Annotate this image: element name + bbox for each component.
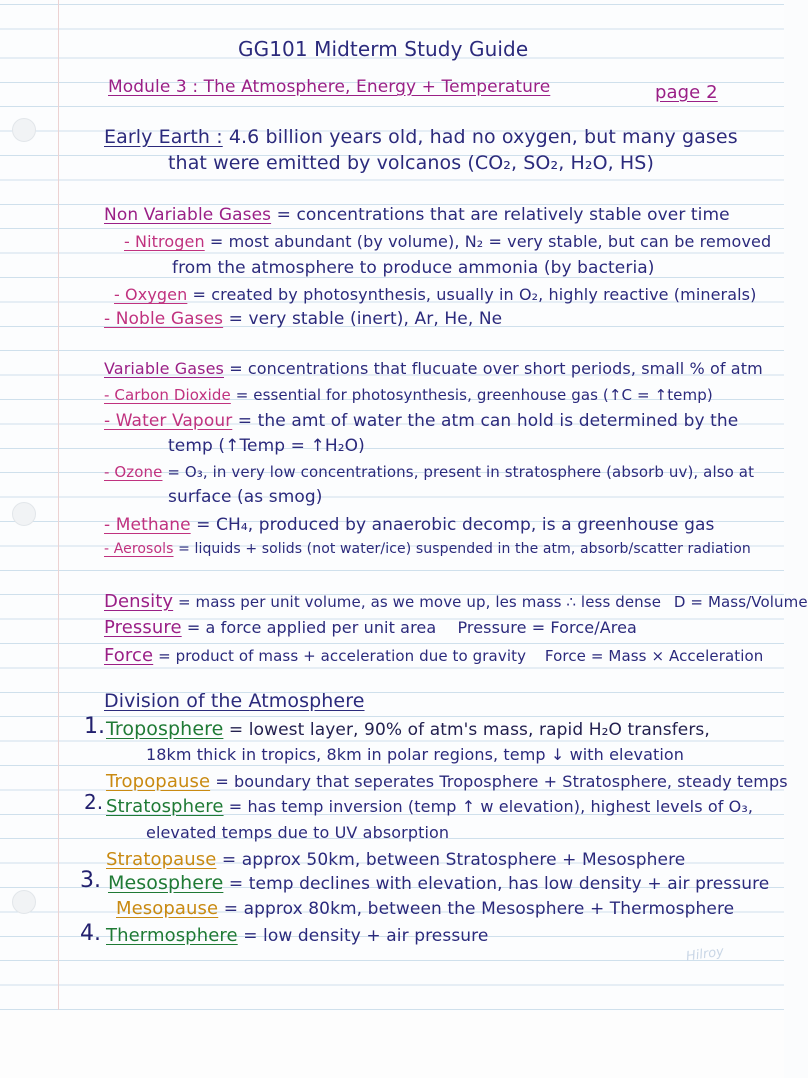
thermosphere-term: Thermosphere: [106, 925, 238, 946]
stratosphere-term: Stratosphere: [106, 796, 224, 817]
stratopause-term: Stratopause: [106, 849, 217, 870]
oxygen-term: - Oxygen: [114, 285, 188, 304]
mesopause-term: Mesopause: [116, 898, 219, 919]
aerosols-term: - Aerosols: [104, 541, 174, 557]
methane-term: - Methane: [104, 515, 191, 535]
thermosphere-def: = low density + air pressure: [243, 926, 489, 946]
water-cont: temp (↑Temp = ↑H₂O): [168, 436, 365, 456]
noble-line: [104, 308, 502, 330]
layer-number-1: 1.: [84, 714, 105, 739]
pressure-term: Pressure: [104, 617, 182, 638]
density-formula: D = Mass/Volume: [673, 593, 808, 611]
binder-hole-bottom: [12, 890, 36, 914]
pressure-line: [104, 617, 637, 639]
tropopause-line: [106, 771, 788, 793]
binder-hole-top: [12, 118, 36, 142]
variable-term: Variable Gases: [104, 359, 224, 378]
force-term: Force: [104, 645, 154, 666]
non-variable-term: Non Variable Gases: [104, 205, 272, 225]
aerosols-def: = liquids + solids (not water/ice) suspended in the atm, absorb/scatter radiation: [178, 541, 751, 557]
nitrogen-def: = most abundant (by volume), N₂ = very stable, but can be removed: [209, 232, 772, 251]
nitrogen-term: - Nitrogen: [124, 232, 205, 251]
troposphere-line: [106, 718, 710, 741]
water-def: = the amt of water the atm can hold is determined by the: [237, 411, 739, 431]
ozone-term: - Ozone: [104, 463, 163, 481]
layer-number-4: 4.: [80, 921, 101, 946]
stratosphere-def: = has temp inversion (temp ↑ w elevation), highest levels of O₃,: [228, 797, 754, 816]
density-term: Density: [104, 591, 174, 612]
co2-def: = essential for photosynthesis, greenhouse gas (↑C = ↑temp): [235, 386, 713, 404]
force-line: [104, 645, 763, 667]
page-title: GG101 Midterm Study Guide: [238, 37, 529, 61]
mesosphere-line: [108, 872, 769, 895]
pressure-def: = a force applied per unit area: [186, 618, 437, 637]
page-bottom-blank: [0, 1012, 784, 1078]
division-heading: Division of the Atmosphere: [104, 690, 365, 712]
non-variable-def: = concentrations that are relatively stable over time: [276, 205, 730, 225]
mesopause-def: = approx 80km, between the Mesosphere + Thermosphere: [223, 899, 735, 919]
oxygen-line: [114, 284, 756, 306]
co2-term: - Carbon Dioxide: [104, 386, 231, 404]
oxygen-def: = created by photosynthesis, usually in O₂, highly reactive (minerals): [192, 285, 757, 304]
binder-hole-middle: [12, 502, 36, 526]
water-line: [104, 410, 738, 432]
early-earth-def: 4.6 billion years old, had no oxygen, but many gases: [228, 126, 738, 148]
thermosphere-line: [106, 925, 488, 947]
module-title: Module 3 : The Atmosphere, Energy + Temperature: [108, 77, 551, 97]
stratopause-def: = approx 50km, between Stratosphere + Mesosphere: [221, 850, 686, 870]
noble-term: - Noble Gases: [104, 309, 224, 329]
layer-number-2: 2.: [84, 790, 104, 814]
ozone-cont: surface (as smog): [168, 487, 323, 507]
aerosols-line: [104, 538, 751, 560]
early-earth-line: [104, 126, 738, 148]
mesopause-line: [116, 898, 734, 920]
mesosphere-def: = temp declines with elevation, has low density + air pressure: [228, 874, 770, 894]
methane-line: [104, 514, 714, 536]
layer-number-3: 3.: [80, 868, 101, 893]
water-term: - Water Vapour: [104, 411, 233, 431]
tropopause-def: = boundary that seperates Troposphere + Stratosphere, steady temps: [215, 772, 788, 791]
noble-def: = very stable (inert), Ar, He, Ne: [228, 309, 503, 329]
margin-line: [58, 0, 59, 1010]
co2-line: [104, 384, 713, 406]
early-earth-term: Early Earth :: [104, 126, 223, 148]
stratopause-line: [106, 849, 685, 871]
early-earth-cont: that were emitted by volcanos (CO₂, SO₂, H₂O, HS): [168, 152, 654, 174]
ozone-line: [104, 461, 754, 483]
stratosphere-cont: elevated temps due to UV absorption: [146, 823, 450, 842]
density-line: [104, 591, 808, 613]
mesosphere-term: Mesosphere: [108, 872, 224, 894]
non-variable-line: [104, 204, 730, 226]
troposphere-def: = lowest layer, 90% of atm's mass, rapid H₂O transfers,: [228, 720, 710, 740]
force-def: = product of mass + acceleration due to gravity: [158, 647, 527, 665]
tropopause-term: Tropopause: [106, 771, 211, 792]
ozone-def: = O₃, in very low concentrations, present in stratosphere (absorb uv), also at: [167, 463, 755, 481]
pressure-formula: Pressure = Force/Area: [457, 618, 637, 637]
density-def: = mass per unit volume, as we move up, les mass ∴ less dense: [178, 593, 662, 611]
nitrogen-line: [124, 231, 771, 253]
troposphere-term: Troposphere: [106, 718, 224, 740]
nitrogen-cont: from the atmosphere to produce ammonia (by bacteria): [172, 258, 655, 278]
variable-def: = concentrations that flucuate over short periods, small % of atm: [229, 359, 763, 378]
methane-def: = CH₄, produced by anaerobic decomp, is a greenhouse gas: [196, 515, 715, 535]
paper-brand-watermark: Hilroy: [685, 944, 725, 965]
troposphere-cont: 18km thick in tropics, 8km in polar regions, temp ↓ with elevation: [146, 745, 685, 764]
page-number: page 2: [655, 82, 718, 103]
force-formula: Force = Mass × Acceleration: [544, 647, 764, 665]
stratosphere-line: [106, 796, 753, 818]
variable-line: [104, 358, 763, 380]
